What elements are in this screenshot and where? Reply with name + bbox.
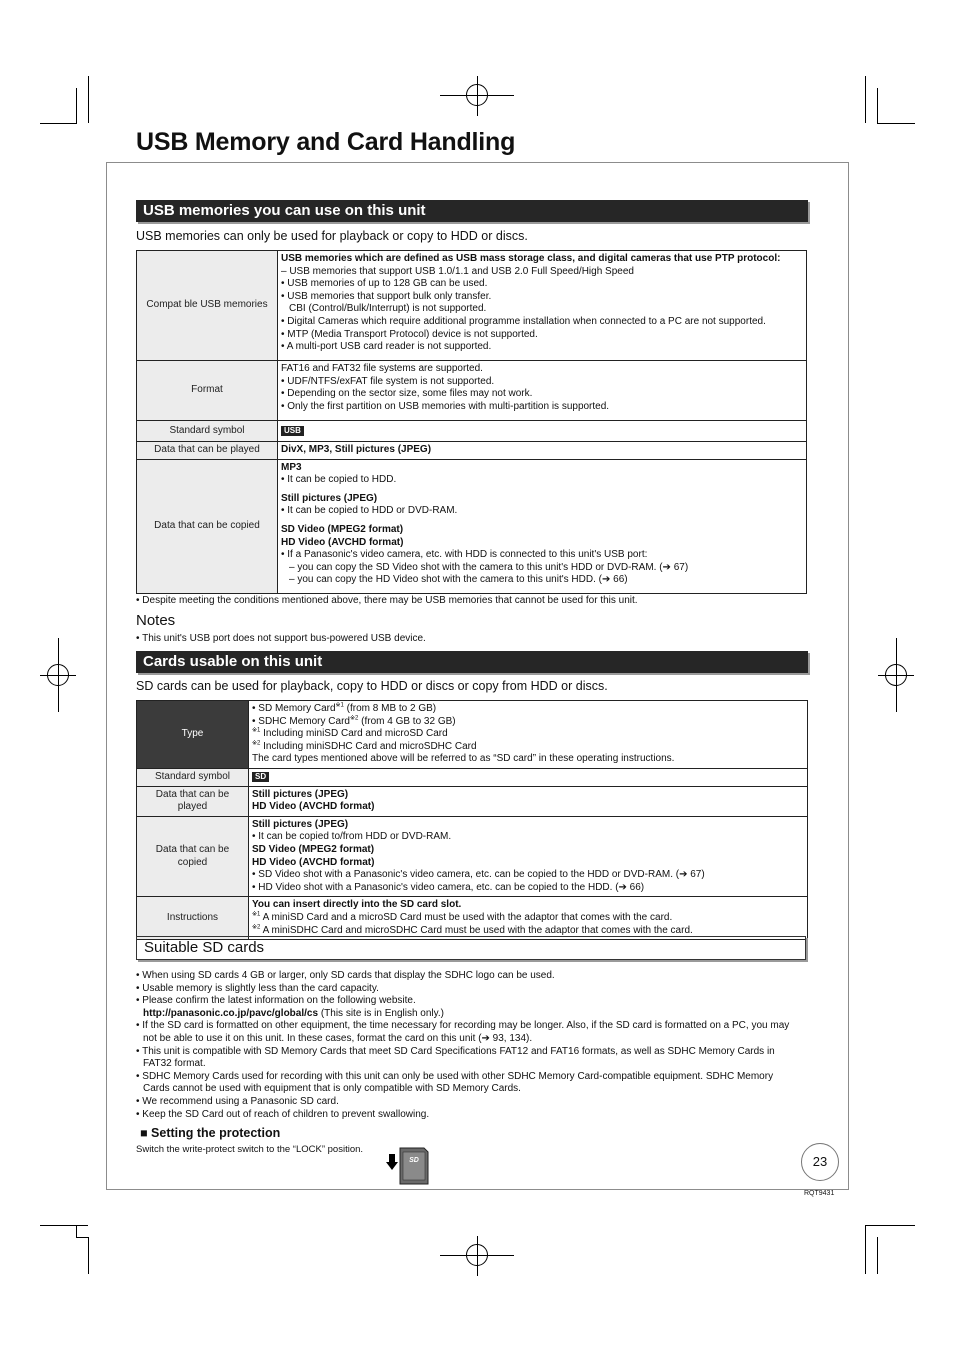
text-line: USB memories which are defined as USB mass storage class, and digital cameras that use PTP protocol: bbox=[281, 253, 781, 264]
text-line: • Depending on the sector size, some files may not work. bbox=[281, 388, 533, 400]
text-line: copied bbox=[177, 856, 208, 868]
text-line: CBI (Control/Bulk/Interrupt) is not supported. bbox=[289, 303, 487, 315]
document-code: RQT9431 bbox=[804, 1190, 835, 1197]
footnote-mark: ※2 bbox=[252, 924, 261, 931]
notes-heading: Notes bbox=[136, 612, 176, 629]
crop-mark bbox=[40, 1225, 88, 1226]
text-line: – you can copy the SD Video shot with the camera to this unit's HDD or DVD-RAM. (➔ 67) bbox=[289, 561, 689, 573]
text-line: The card types mentioned above will be referred to as “SD card” in these operating instructions. bbox=[252, 753, 675, 765]
cards-table bbox=[136, 700, 808, 940]
text-line: • SD Video shot with a Panasonic's video camera, etc. can be copied to the HDD or DVD-RAM. (➔ 67) bbox=[252, 869, 705, 881]
url-note: (This site is in English only.) bbox=[320, 1007, 445, 1019]
footnote-mark: ※2 bbox=[252, 740, 261, 747]
text-line: HD Video (AVCHD format) bbox=[252, 856, 375, 868]
suitable-sd-heading: Suitable SD cards bbox=[136, 936, 806, 960]
cards-section-heading: Cards usable on this unit bbox=[136, 651, 808, 673]
crop-mark bbox=[877, 123, 915, 124]
cards-instructions-cell bbox=[249, 897, 808, 940]
text-line: played bbox=[177, 801, 208, 813]
text-line: A miniSDHC Card and microSDHC Card must be used with the adaptor that comes with the card. bbox=[262, 924, 693, 936]
footnote-mark: ※1 bbox=[335, 702, 344, 709]
text-line: Data that can be bbox=[155, 788, 230, 800]
usb-intro: USB memories can only be used for playback or copy to HDD or discs. bbox=[136, 229, 528, 243]
text-line: Including miniSD Card and microSD Card bbox=[263, 728, 448, 740]
usb-symbol: USB bbox=[281, 426, 304, 436]
crop-mark bbox=[40, 123, 77, 124]
list-item: • Please confirm the latest information on the following website. bbox=[136, 995, 416, 1007]
usb-section-heading: USB memories you can use on this unit bbox=[136, 200, 808, 222]
text-line: • It can be copied to/from HDD or DVD-RAM. bbox=[252, 831, 452, 843]
registration-circle bbox=[47, 664, 69, 686]
usb-compatible-label: Compat ble USB memories bbox=[137, 251, 278, 361]
text-line bbox=[252, 741, 804, 754]
text-line: Still pictures (JPEG) bbox=[252, 818, 349, 830]
list-item: • SDHC Memory Cards used for recording with this unit can only be used with other SDHC Memory Card-compatible equipment. SDHC Memory Cards cannot be used with equipment that is only compatible with SD Memory Cards. bbox=[136, 1070, 774, 1095]
notes-text: • This unit's USB port does not support bus-powered USB device. bbox=[136, 633, 426, 644]
text-line: – you can copy the HD Video shot with the camera to this unit's HDD. (➔ 66) bbox=[289, 574, 628, 586]
text-line: You can insert directly into the SD card slot. bbox=[252, 899, 462, 911]
text-line bbox=[252, 912, 804, 925]
sd-card-lock-icon bbox=[386, 1146, 430, 1186]
crop-mark bbox=[865, 1225, 915, 1226]
text-line: • HD Video shot with a Panasonic's video camera, etc. can be copied to the HDD. (➔ 66) bbox=[252, 881, 645, 893]
list-item: • Keep the SD Card out of reach of children to prevent swallowing. bbox=[136, 1108, 430, 1120]
text-line: • USB memories of up to 128 GB can be used. bbox=[281, 278, 488, 290]
text-line: • It can be copied to HDD or DVD-RAM. bbox=[281, 505, 458, 517]
cards-type-cell bbox=[249, 701, 808, 769]
protection-heading-text: Setting the protection bbox=[151, 1126, 281, 1140]
sd-logo: SD bbox=[409, 1157, 419, 1164]
usb-format-cell bbox=[278, 361, 807, 421]
cards-instructions-label: Instructions bbox=[137, 897, 249, 940]
suitable-sd-list bbox=[136, 970, 796, 1121]
text-line: HD Video (AVCHD format) bbox=[252, 801, 375, 813]
text-line: Still pictures (JPEG) bbox=[252, 788, 349, 800]
usb-footnote: • Despite meeting the conditions mentioned above, there may be USB memories that cannot be used for this unit. bbox=[136, 595, 638, 606]
text-line: HD Video (AVCHD format) bbox=[281, 536, 404, 548]
usb-table bbox=[136, 250, 807, 594]
list-item: • We recommend using a Panasonic SD card. bbox=[136, 1095, 339, 1107]
usb-symbol-label: Standard symbol bbox=[137, 421, 278, 442]
registration-circle bbox=[466, 84, 488, 106]
crop-mark bbox=[877, 88, 878, 123]
sd-symbol: SD bbox=[252, 772, 269, 782]
text-line: FAT16 and FAT32 file systems are supported. bbox=[281, 363, 483, 374]
usb-copied-label: Data that can be copied bbox=[137, 459, 278, 593]
text-line: Including miniSDHC Card and microSDHC Card bbox=[263, 740, 477, 752]
text-line: • MTP (Media Transport Protocol) device is not supported. bbox=[281, 328, 538, 340]
usb-copied-cell bbox=[278, 459, 807, 593]
text-line: SD Video (MPEG2 format) bbox=[281, 523, 404, 535]
text-line: (from 4 GB to 32 GB) bbox=[361, 715, 456, 727]
text-line: • It can be copied to HDD. bbox=[281, 474, 397, 486]
usb-format-label: Format bbox=[137, 361, 278, 421]
text-line: Still pictures (JPEG) bbox=[281, 492, 378, 504]
cards-played-label bbox=[137, 786, 249, 816]
registration-circle bbox=[885, 664, 907, 686]
website-link[interactable]: http://panasonic.co.jp/pavc/global/cs bbox=[143, 1007, 319, 1019]
crop-mark bbox=[88, 76, 89, 123]
crop-mark bbox=[877, 1237, 878, 1274]
text-line: • Only the first partition on USB memories with multi-partition is supported. bbox=[281, 400, 610, 412]
text-line bbox=[252, 728, 804, 741]
square-bullet-icon: ■ bbox=[140, 1126, 148, 1140]
cards-played-cell bbox=[249, 786, 808, 816]
cards-symbol-cell bbox=[249, 768, 808, 786]
footnote-mark: ※2 bbox=[349, 715, 359, 722]
text-line: A miniSD Card and a microSD Card must be used with the adaptor that comes with the card. bbox=[262, 911, 673, 923]
registration-circle bbox=[466, 1244, 488, 1266]
text-line: • SDHC Memory Card bbox=[252, 715, 350, 727]
crop-mark bbox=[76, 88, 77, 123]
footnote-mark: ※1 bbox=[252, 727, 261, 734]
page-title: USB Memory and Card Handling bbox=[136, 128, 516, 156]
text-line: SD Video (MPEG2 format) bbox=[252, 843, 375, 855]
cards-copied-label bbox=[137, 816, 249, 897]
text-line bbox=[252, 703, 804, 716]
text-line: (from 8 MB to 2 GB) bbox=[346, 703, 437, 714]
footnote-mark: ※1 bbox=[252, 911, 261, 918]
list-item: • If the SD card is formatted on other equipment, the time necessary for recording may be longer. Also, if the SD card is formatted on a PC, you may not be able to use it on this unit. In these cases, format the card on this unit (➔ 93, 134). bbox=[136, 1020, 790, 1044]
text-line: • A multi-port USB card reader is not supported. bbox=[281, 341, 492, 353]
crop-mark bbox=[865, 76, 866, 123]
text-line: MP3 bbox=[281, 461, 302, 473]
crop-mark bbox=[88, 1237, 89, 1274]
text-line: • UDF/NTFS/exFAT file system is not supported. bbox=[281, 375, 495, 387]
usb-played-label: Data that can be played bbox=[137, 442, 278, 460]
text-line bbox=[252, 716, 804, 729]
crop-mark bbox=[865, 1225, 866, 1274]
usb-played-value: DivX, MP3, Still pictures (JPEG) bbox=[278, 442, 807, 460]
usb-compatible-cell bbox=[278, 251, 807, 361]
list-item: • When using SD cards 4 GB or larger, only SD cards that display the SDHC logo can be used. bbox=[136, 970, 555, 981]
usb-symbol-cell bbox=[278, 421, 807, 442]
cards-copied-cell bbox=[249, 816, 808, 897]
list-item: • Usable memory is slightly less than the card capacity. bbox=[136, 982, 379, 994]
crop-mark bbox=[76, 1225, 77, 1237]
text-line: • Digital Cameras which require additional programme installation when connected to a PC are not supported. bbox=[281, 315, 766, 327]
text-line: • If a Panasonic's video camera, etc. with HDD is connected to this unit's USB port: bbox=[281, 549, 648, 561]
protection-text: Switch the write-protect switch to the “LOCK” position. bbox=[136, 1144, 364, 1155]
cards-symbol-label: Standard symbol bbox=[137, 768, 249, 786]
protection-heading bbox=[140, 1126, 280, 1140]
crop-mark bbox=[76, 1237, 88, 1238]
page-number: 23 bbox=[801, 1143, 839, 1181]
cards-type-label: Type bbox=[137, 701, 249, 769]
url-line bbox=[136, 1008, 796, 1021]
cards-intro: SD cards can be used for playback, copy to HDD or discs or copy from HDD or discs. bbox=[136, 679, 608, 693]
text-line: • USB memories that support bulk only transfer. bbox=[281, 290, 492, 302]
list-item: • This unit is compatible with SD Memory Cards that meet SD Card Specifications FAT12 and FAT16 formats, as well as SDHC Memory Cards in FAT32 format. bbox=[136, 1045, 775, 1070]
text-line: – USB memories that support USB 1.0/1.1 and USB 2.0 Full Speed/High Speed bbox=[281, 265, 634, 277]
text-line: • SD Memory Card bbox=[252, 703, 336, 714]
text-line: Data that can be bbox=[155, 843, 230, 855]
